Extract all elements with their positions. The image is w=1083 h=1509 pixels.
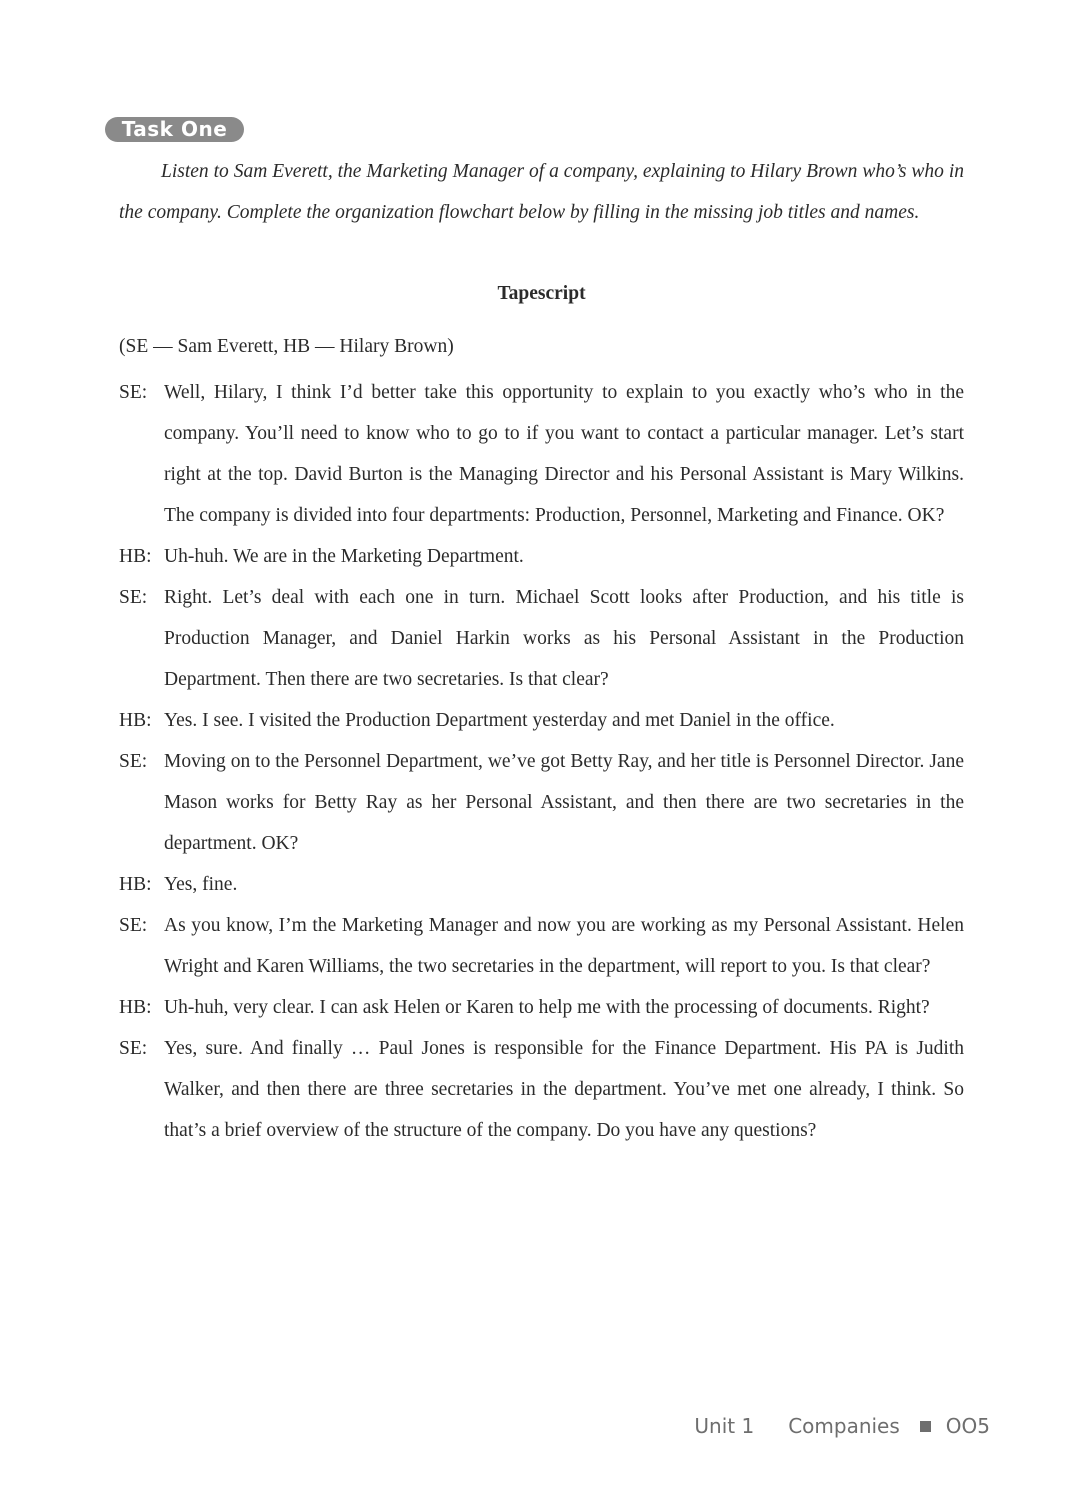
page-footer [694, 1408, 990, 1444]
turn-text: Uh-huh. We are in the Marketing Department. [164, 546, 524, 567]
task-instruction: Listen to Sam Everett, the Marketing Manager of a company, explaining to Hilary Brown who’s who in the company. Complete the organization flowchart below by filling in the missing job titles and names. [119, 161, 964, 223]
dialogue-turn [119, 700, 964, 741]
turn-text: Yes, fine. [164, 874, 238, 895]
speaker-label: SE: [119, 382, 148, 403]
speaker-label: SE: [119, 587, 148, 608]
dialogue-turn [119, 987, 964, 1028]
turn-text: Yes, sure. And finally … Paul Jones is responsible for the Finance Department. His PA is Judith Walker, and then there are three secretaries in the department. You’ve met one already, I think. So that’s a brief overview of the structure of the company. Do you have any questions? [164, 1038, 964, 1141]
tapescript-heading: Tapescript [497, 283, 586, 304]
dialogue-turn [119, 577, 964, 700]
turn-text: Moving on to the Personnel Department, we’ve got Betty Ray, and her title is Personnel Director. Jane Mason works for Betty Ray as her Personal Assistant, and then there are two secretaries in the department. OK? [164, 751, 964, 854]
dialogue-turn [119, 741, 964, 864]
turn-text: Well, Hilary, I think I’d better take this opportunity to explain to you exactly who’s who in the company. You’ll need to know who to go to if you want to contact a particular manager. Let’s start right at the top. David Burton is the Managing Director and his Personal Assistant is Mary Wilkins. The company is divided into four departments: Production, Personnel, Marketing and Finance. OK? [164, 382, 964, 526]
footer-unit: Unit 1 [694, 1414, 755, 1438]
dialogue-turn [119, 864, 964, 905]
square-icon [920, 1421, 931, 1432]
speaker-label: HB: [119, 997, 152, 1018]
turn-text: As you know, I’m the Marketing Manager and now you are working as my Personal Assistant. Helen Wright and Karen Williams, the two secretaries in the department, will report to you. Is that clear? [164, 915, 964, 977]
dialogue [119, 372, 964, 1151]
dialogue-turn [119, 905, 964, 987]
turn-text: Uh-huh, very clear. I can ask Helen or Karen to help me with the processing of documents. Right? [164, 997, 930, 1018]
speaker-label: HB: [119, 710, 152, 731]
page-number: OO5 [945, 1414, 990, 1438]
dialogue-turn [119, 536, 964, 577]
speaker-label: SE: [119, 751, 148, 772]
footer-title: Companies [788, 1414, 900, 1438]
speaker-label: SE: [119, 1038, 148, 1059]
speaker-label: HB: [119, 546, 152, 567]
turn-text: Yes. I see. I visited the Production Department yesterday and met Daniel in the office. [164, 710, 835, 731]
speaker-label: SE: [119, 915, 148, 936]
dialogue-turn [119, 372, 964, 536]
speaker-label: HB: [119, 874, 152, 895]
dialogue-turn [119, 1028, 964, 1151]
task-badge: Task One [105, 117, 244, 142]
turn-text: Right. Let’s deal with each one in turn. Michael Scott looks after Production, and his title is Production Manager, and Daniel Harkin works as his Personal Assistant in the Production Department. Then there are two secretaries. Is that clear? [164, 587, 964, 690]
speakers-note: (SE — Sam Everett, HB — Hilary Brown) [119, 336, 454, 357]
